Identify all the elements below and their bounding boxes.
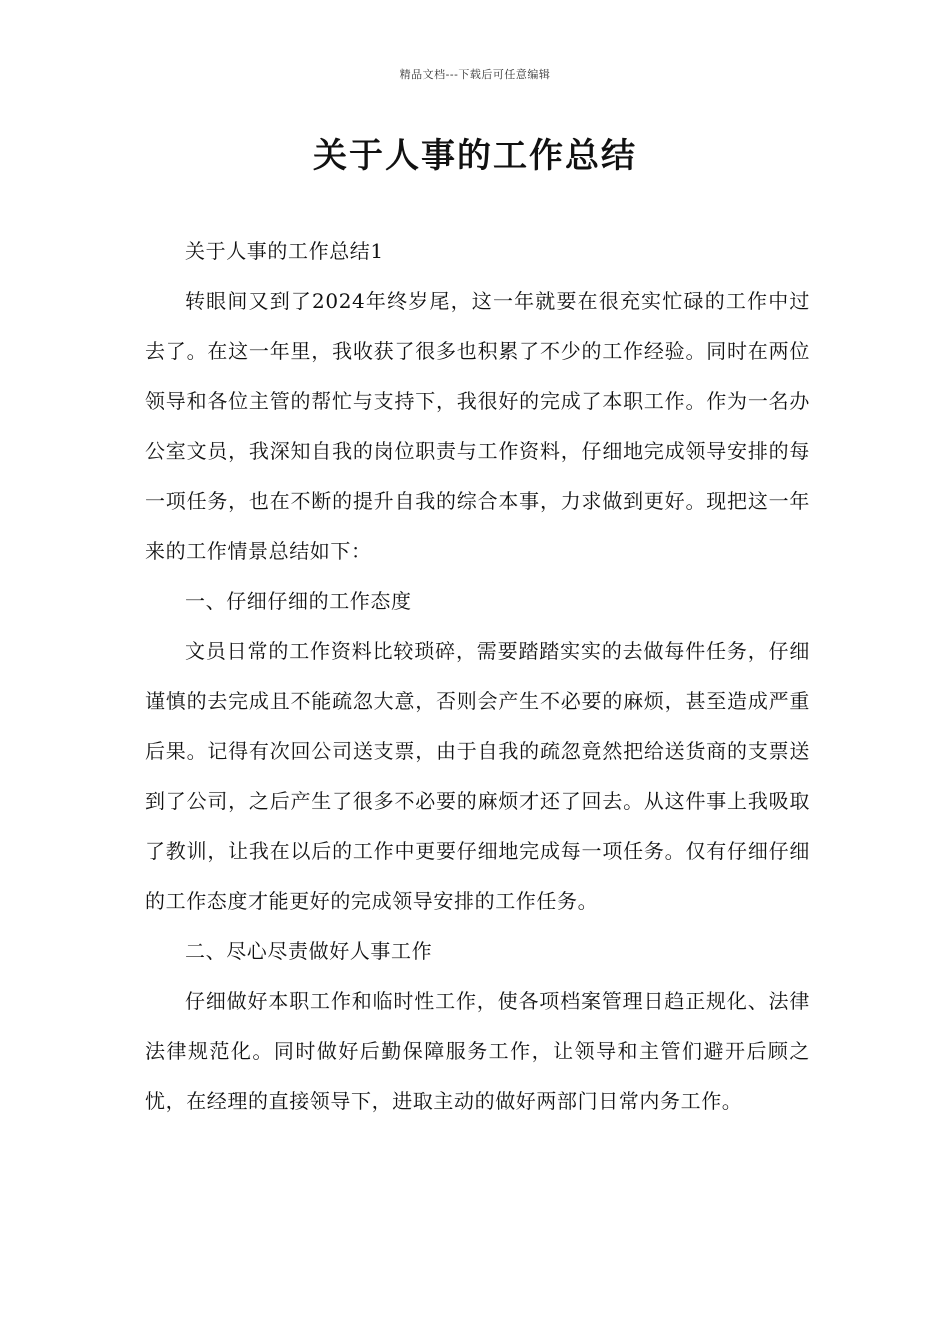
paragraph: 文员日常的工作资料比较琐碎，需要踏踏实实的去做每件任务，仔细谨慎的去完成且不能疏忽大意，否则会产生不必要的麻烦，甚至造成严重后果。记得有次回公司送支票，由于自我的疏忽竟然把给送货商的支票送到了公司，之后产生了很多不必要的麻烦才还了回去。从这件事上我吸取了教训，让我在以后的工作中更要仔细地完成每一项任务。仅有仔细仔细的工作态度才能更好的完成领导安排的工作任务。 bbox=[145, 639, 810, 913]
document-title: 关于人事的工作总结 bbox=[313, 136, 637, 176]
header-note: 精品文档---下载后可任意编辑 bbox=[399, 68, 551, 81]
paragraph: 转眼间又到了2024年终岁尾，这一年就要在很充实忙碌的工作中过去了。在这一年里，我收获了很多也积累了不少的工作经验。同时在两位领导和各位主管的帮忙与支持下，我很好的完成了本职工作。作为一名办公室文员，我深知自我的岗位职责与工作资料，仔细地完成领导安排的每一项任务，也在不断的提升自我的综合本事，力求做到更好。现把这一年来的工作情景总结如下： bbox=[145, 289, 810, 563]
section-heading: 二、尽心尽责做好人事工作 bbox=[185, 939, 433, 963]
paragraph: 仔细做好本职工作和临时性工作，使各项档案管理日趋正规化、法律法律规范化。同时做好后勤保障服务工作，让领导和主管们避开后顾之忧，在经理的直接领导下，进取主动的做好两部门日常内务工作。 bbox=[145, 989, 810, 1113]
document-body bbox=[145, 226, 810, 1126]
section-heading: 关于人事的工作总结1 bbox=[185, 239, 384, 263]
section-heading: 一、仔细仔细的工作态度 bbox=[185, 589, 412, 613]
